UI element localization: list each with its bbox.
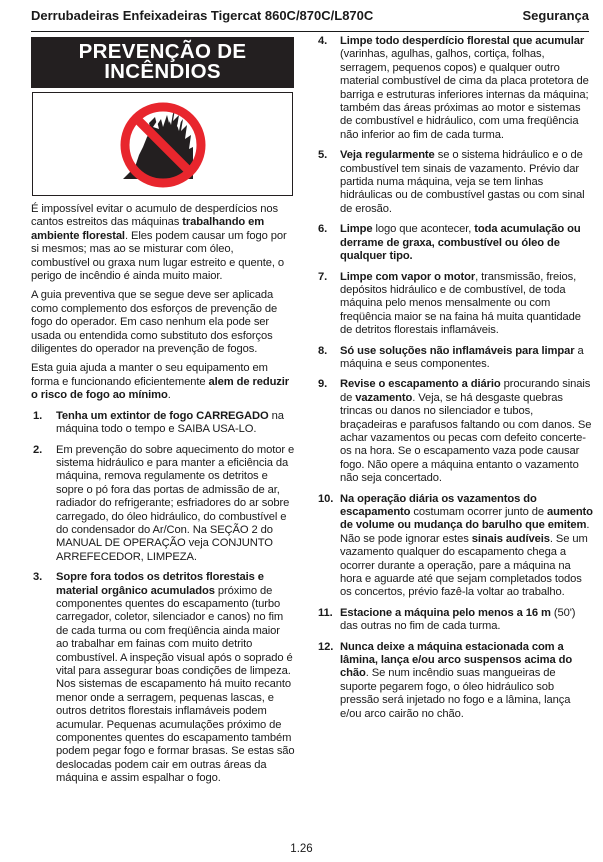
bold-span: Sopre fora todos os detritos florestais e material orgânico acumulados — [56, 571, 264, 597]
intro-paragraph-1 — [31, 203, 295, 283]
list-item — [31, 571, 295, 786]
text-span: (50') das outras no fim de cada turma. — [340, 606, 576, 633]
bold-span: Estacione a máquina pelo menos a 16 m — [340, 606, 551, 619]
list-item — [318, 35, 593, 142]
item-number: 11. — [318, 606, 333, 619]
text-span: Esta guia ajuda a manter o seu equipamento em forma e funcionando eficientemente — [31, 362, 268, 388]
item-number: 2. — [33, 443, 43, 456]
bold-span: toda acumulação ou derrame de graxa, combustível ou óleo de qualquer tipo. — [340, 223, 581, 263]
list-item — [31, 444, 295, 565]
list-item — [318, 378, 593, 485]
page-header — [31, 8, 589, 32]
item-text — [340, 378, 593, 485]
item-text — [340, 223, 593, 263]
text-span: procurando sinais de — [340, 378, 591, 404]
text-span: . Não se pode ignorar estes — [340, 519, 590, 545]
bold-span: Veja regularmente — [340, 149, 435, 162]
item-number: 7. — [318, 270, 328, 283]
text-span: logo que acontecer, — [372, 223, 475, 236]
item-number: 9. — [318, 378, 328, 391]
text-span: a máquina e seus componentes. — [340, 344, 584, 370]
item-text — [56, 444, 295, 565]
right-column — [318, 35, 593, 728]
item-number: 6. — [318, 223, 328, 236]
item-text — [340, 345, 593, 372]
bold-span: Na operação diária os vazamentos do escapamento — [340, 492, 537, 518]
bold-span: Tenha um extintor de fogo CARREGADO — [56, 409, 269, 422]
text-span: Em prevenção do sobre aquecimento do motor e sistema hidráulico e para manter a eficiência da máquina, remova regulamente os detritos e sopre o pó fora das portas de admissão de ar, radiador do refrigerante; esfriadores do ar sobre carregado, do óleo hidráulico, do combustível e do condensador do Ar/Con. Na SEÇÃO 2 do MANUAL DE OPERAÇÃO veja CONJUNTO ARREFECEDOR, LIMPEZA. — [56, 443, 295, 563]
item-text — [56, 410, 295, 437]
text-span: se o sistema hidráulico e o de combustível tem sinais de vazamento. Prévio dar partida numa máquina, veja se tem linhas hidráulicas ou de combustível gastas ou com sinal de erosão. — [340, 149, 585, 215]
bold-span: Limpe todo desperdício florestal que acumular — [340, 35, 585, 47]
section-banner — [31, 37, 294, 88]
bold-span: Só use soluções não inflamáveis para limpar — [340, 344, 575, 357]
item-number: 3. — [33, 571, 43, 584]
item-text — [340, 35, 593, 142]
text-span: costumam ocorrer junto de — [410, 506, 547, 518]
item-text — [340, 493, 593, 600]
bold-span: Nunca deixe a máquina estacionada com a lâmina, lança e/ou arco suspensos acima do chão — [340, 640, 573, 680]
document-title: Derrubadeiras Enfeixadeiras Tigercat 860C/870C/L870C — [31, 8, 374, 23]
item-number: 12. — [318, 640, 334, 653]
item-number: 10. — [318, 492, 334, 505]
bold-span: aumento de volume ou mudança do barulho que emitem — [340, 506, 593, 532]
bold-span: vazamento — [355, 391, 413, 404]
prevention-list-left — [31, 410, 295, 786]
no-fire-icon — [113, 97, 213, 193]
item-number: 8. — [318, 344, 328, 357]
bold-span: trabalhando em ambiente florestal — [31, 216, 265, 242]
bold-span: sinais audíveis — [471, 532, 550, 545]
text-span: próximo de componentes quentes do escapamento (turbo carregador, coletor, silenciador e canos) no fim de cada turma ou com freqüência ainda maior ao trabalhar em fainas com muito detrito combustível. A inspeção visual após o soprado é vital para assegurar boas condições de limpeza. Nos sistemas de escapamento há muito recanto menor onde a serragem, pequenas lascas, e outros detritos florestais inflamáveis podem acumular. Pequenas acumulações próximo de componentes quentes do escapamento também podem pegar fogo e formar brasas. Se estas são deslocadas podem cair em outras áreas da máquina e assim espalhar o fogo. — [56, 584, 295, 785]
list-item — [318, 271, 593, 338]
item-text — [340, 641, 593, 721]
list-item — [318, 607, 593, 634]
list-item — [31, 410, 295, 437]
item-text — [56, 571, 295, 786]
page-number: 1.26 — [290, 843, 313, 855]
text-span: É impossível evitar o acumulo de desperdícios nos cantos estreitos das máquinas — [31, 203, 278, 229]
item-number: 4. — [318, 35, 328, 47]
bold-span: Limpe com vapor o motor — [340, 270, 476, 283]
text-span: . Veja, se há desgaste quebras trincas ou danos no silenciador e tubos, braçadeiras e parafusos faltando ou com danos. Se achar vazamentos ou pecas com defeito concerte-os na hora. Se o escapamento vaza pode causar fogo. Não opere a máquina entanto o vazamento não seja concertado. — [340, 391, 592, 485]
text-span: na máquina todo o tempo e SAIBA USA-LO. — [56, 409, 284, 436]
banner-title-line-2: INCÊNDIOS — [104, 60, 221, 83]
text-span: (varinhas, agulhas, galhos, cortiça, folhas, serragem, pequenos copos) e qualquer outro material combustível de cima da placa protetora de barriga e estruturas inferiores internas da máquina; também das áreas próximas ao motor e sistemas de combustível e hidráulico, com uma freqüência não inferior ao fim de cada turma. — [340, 48, 589, 141]
bold-span: Revise o escapamento a diário — [340, 378, 501, 391]
item-number: 5. — [318, 149, 328, 162]
text-span: . Se num incêndio suas mangueiras de suporte pegarem fogo, o óleo hidráulico sob pressão será injetado no fogo e a lâmina, lança e/ou arco cairão no chão. — [340, 667, 571, 720]
list-item — [318, 149, 593, 216]
banner-title-line-1: PREVENÇÃO DE — [78, 40, 247, 63]
list-item — [318, 345, 593, 372]
list-item — [318, 223, 593, 263]
text-span: . — [167, 389, 171, 402]
intro-paragraph-3 — [31, 362, 295, 402]
left-column — [31, 37, 295, 793]
item-text — [340, 271, 593, 338]
item-text — [340, 149, 593, 216]
section-name: Segurança — [522, 8, 589, 23]
item-text — [340, 607, 593, 634]
bold-span: alem de reduzir o risco de fogo ao mínimo — [31, 375, 290, 402]
list-item — [318, 641, 593, 721]
list-item — [318, 493, 593, 600]
item-number: 1. — [33, 409, 43, 422]
text-span: . Se um vazamento qualquer do escapamento chega a ocorrer durante a operação, pare a máquina na hora e aguarde até que sejam completados todos os concertos, prévio fazê-la voltar ao trabalho. — [340, 532, 588, 599]
intro-paragraph-2: A guia preventiva que se segue deve ser aplicada como complemento dos esforços de prevenção de fogo do operador. Em caso nenhum ela pode ser usada ou entendida como substituto dos esforços diligentes do operador na prevenção de fogos. — [31, 289, 278, 356]
warning-pictogram-box — [32, 92, 293, 196]
prevention-list-right — [318, 35, 593, 721]
text-span: . Eles podem causar um fogo por si mesmos; mas ao se misturar com óleo, combustível ou graxa num lugar estreito e quente, o perigo de incêndio é ainda muito maior. — [31, 229, 287, 283]
bold-span: Limpe — [340, 223, 373, 236]
text-span: , transmissão, freios, depósitos hidráulico e de combustível, de toda máquina pelo menos mensalmente ou com freqüência maior se na faina há muita quantidade de detritos florestais inflamáveis. — [340, 270, 581, 337]
